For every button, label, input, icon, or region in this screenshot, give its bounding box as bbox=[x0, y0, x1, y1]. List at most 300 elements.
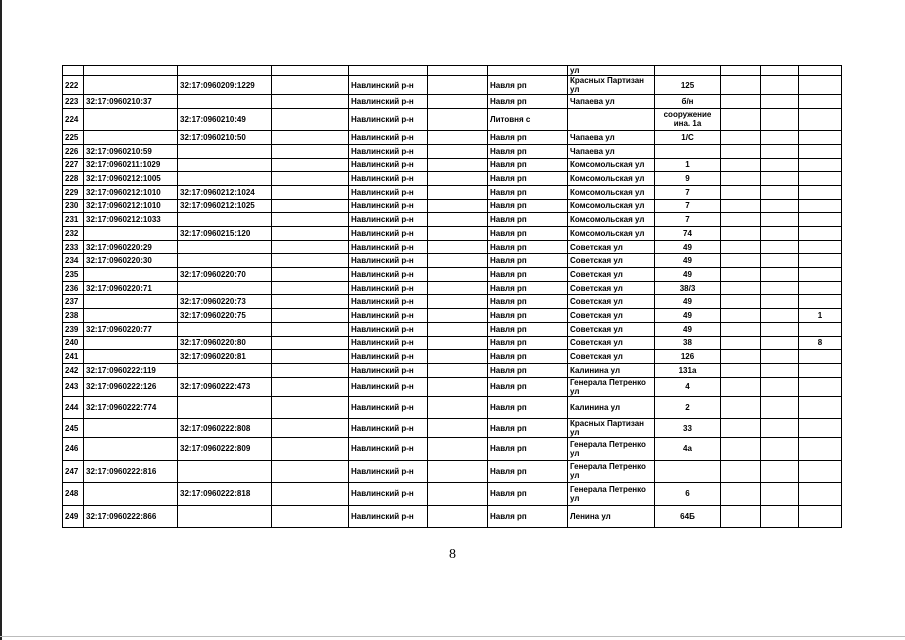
district-cell: Навлинский р-н bbox=[349, 108, 428, 131]
empty-cell bbox=[721, 377, 761, 396]
empty-cell bbox=[721, 438, 761, 461]
house-cell: 49 bbox=[655, 254, 721, 268]
settlement-cell: Навля рп bbox=[488, 336, 568, 350]
district-cell: Навлинский р-н bbox=[349, 309, 428, 323]
empty-cell bbox=[761, 295, 799, 309]
cadastral-parcel-cell bbox=[178, 95, 272, 109]
table-row bbox=[63, 172, 842, 186]
row-number-cell: 228 bbox=[63, 172, 84, 186]
street-cell: Генерала Петренко ул bbox=[568, 377, 655, 396]
district-cell: Навлинский р-н bbox=[349, 438, 428, 461]
district-cell: Навлинский р-н bbox=[349, 268, 428, 282]
street-cell: Генерала Петренко ул bbox=[568, 438, 655, 461]
district-cell: Навлинский р-н bbox=[349, 295, 428, 309]
empty-cell bbox=[272, 377, 349, 396]
settlement-cell: Навля рп bbox=[488, 268, 568, 282]
empty-cell bbox=[761, 213, 799, 227]
district-cell: Навлинский р-н bbox=[349, 240, 428, 254]
cadastral-number-cell: 32:17:0960220:29 bbox=[84, 240, 178, 254]
settlement-cell: Навля рп bbox=[488, 131, 568, 145]
house-cell: 49 bbox=[655, 309, 721, 323]
house-cell: 49 bbox=[655, 322, 721, 336]
house-cell: 38 bbox=[655, 336, 721, 350]
empty-cell bbox=[272, 363, 349, 377]
table-row bbox=[63, 438, 842, 461]
settlement-cell: Навля рп bbox=[488, 350, 568, 364]
table-row bbox=[63, 309, 842, 323]
house-cell: 7 bbox=[655, 213, 721, 227]
house-cell bbox=[655, 66, 721, 76]
district-cell: Навлинский р-н bbox=[349, 396, 428, 419]
cadastral-parcel-cell: 32:17:0960220:80 bbox=[178, 336, 272, 350]
cadastral-parcel-cell bbox=[178, 396, 272, 419]
row-number-cell: 249 bbox=[63, 505, 84, 528]
empty-cell bbox=[761, 144, 799, 158]
empty-cell bbox=[721, 295, 761, 309]
house-cell: 9 bbox=[655, 172, 721, 186]
cadastral-number-cell: 32:17:0960222:866 bbox=[84, 505, 178, 528]
house-cell bbox=[655, 144, 721, 158]
empty-cell bbox=[761, 419, 799, 438]
street-cell: Генерала Петренко ул bbox=[568, 483, 655, 506]
quantity-cell bbox=[799, 240, 842, 254]
empty-cell bbox=[761, 76, 799, 95]
empty-cell bbox=[272, 419, 349, 438]
quantity-cell bbox=[799, 95, 842, 109]
page-number: 8 bbox=[449, 547, 456, 562]
district-cell: Навлинский р-н bbox=[349, 95, 428, 109]
empty-cell bbox=[428, 460, 488, 483]
empty-cell bbox=[721, 505, 761, 528]
row-number-cell: 238 bbox=[63, 309, 84, 323]
house-cell: сооружение ина. 1а bbox=[655, 108, 721, 131]
empty-cell bbox=[428, 144, 488, 158]
empty-cell bbox=[428, 254, 488, 268]
cadastral-parcel-cell: 32:17:0960212:1025 bbox=[178, 199, 272, 213]
cadastral-parcel-cell: 32:17:0960222:818 bbox=[178, 483, 272, 506]
row-number-cell: 233 bbox=[63, 240, 84, 254]
empty-cell bbox=[761, 131, 799, 145]
empty-cell bbox=[761, 66, 799, 76]
quantity-cell bbox=[799, 350, 842, 364]
cadastral-number-cell: 32:17:0960222:816 bbox=[84, 460, 178, 483]
cadastral-parcel-cell bbox=[178, 363, 272, 377]
table-row bbox=[63, 268, 842, 282]
cadastral-number-cell bbox=[84, 483, 178, 506]
house-cell: 126 bbox=[655, 350, 721, 364]
house-cell: 1 bbox=[655, 158, 721, 172]
settlement-cell: Навля рп bbox=[488, 419, 568, 438]
district-cell: Навлинский р-н bbox=[349, 213, 428, 227]
row-number-cell: 224 bbox=[63, 108, 84, 131]
cadastral-number-cell: 32:17:0960212:1033 bbox=[84, 213, 178, 227]
empty-cell bbox=[272, 309, 349, 323]
house-cell: 74 bbox=[655, 227, 721, 241]
cadastral-number-cell bbox=[84, 350, 178, 364]
empty-cell bbox=[272, 227, 349, 241]
house-cell: 7 bbox=[655, 185, 721, 199]
empty-cell bbox=[428, 505, 488, 528]
empty-cell bbox=[428, 309, 488, 323]
cadastral-number-cell: 32:17:0960220:71 bbox=[84, 281, 178, 295]
street-cell: Калинина ул bbox=[568, 363, 655, 377]
settlement-cell: Навля рп bbox=[488, 199, 568, 213]
settlement-cell: Навля рп bbox=[488, 438, 568, 461]
settlement-cell: Навля рп bbox=[488, 240, 568, 254]
street-cell: Комсомольская ул bbox=[568, 185, 655, 199]
row-number-cell: 243 bbox=[63, 377, 84, 396]
empty-cell bbox=[272, 95, 349, 109]
empty-cell bbox=[761, 377, 799, 396]
empty-cell bbox=[272, 460, 349, 483]
empty-cell bbox=[721, 66, 761, 76]
cadastral-number-cell: 32:17:0960220:77 bbox=[84, 322, 178, 336]
table-row bbox=[63, 363, 842, 377]
empty-cell bbox=[272, 66, 349, 76]
cadastral-number-cell: 32:17:0960222:774 bbox=[84, 396, 178, 419]
table-row bbox=[63, 419, 842, 438]
empty-cell bbox=[428, 419, 488, 438]
empty-cell bbox=[721, 131, 761, 145]
empty-cell bbox=[272, 254, 349, 268]
settlement-cell: Навля рп bbox=[488, 144, 568, 158]
row-number-cell: 248 bbox=[63, 483, 84, 506]
cadastral-number-cell bbox=[84, 66, 178, 76]
empty-cell bbox=[761, 438, 799, 461]
settlement-cell: Навля рп bbox=[488, 213, 568, 227]
settlement-cell: Навля рп bbox=[488, 76, 568, 95]
cadastral-number-cell bbox=[84, 295, 178, 309]
cadastral-parcel-cell: 32:17:0960222:473 bbox=[178, 377, 272, 396]
settlement-cell: Навля рп bbox=[488, 172, 568, 186]
street-cell: Комсомольская ул bbox=[568, 227, 655, 241]
empty-cell bbox=[272, 144, 349, 158]
street-cell: Комсомольская ул bbox=[568, 199, 655, 213]
quantity-cell bbox=[799, 483, 842, 506]
row-number-cell: 246 bbox=[63, 438, 84, 461]
table-row bbox=[63, 281, 842, 295]
empty-cell bbox=[272, 322, 349, 336]
table-row bbox=[63, 158, 842, 172]
row-number-cell: 227 bbox=[63, 158, 84, 172]
empty-cell bbox=[428, 483, 488, 506]
empty-cell bbox=[721, 396, 761, 419]
street-cell bbox=[568, 108, 655, 131]
district-cell: Навлинский р-н bbox=[349, 505, 428, 528]
empty-cell bbox=[721, 240, 761, 254]
quantity-cell bbox=[799, 108, 842, 131]
empty-cell bbox=[272, 158, 349, 172]
row-number-cell: 244 bbox=[63, 396, 84, 419]
cadastral-parcel-cell bbox=[178, 172, 272, 186]
empty-cell bbox=[721, 350, 761, 364]
settlement-cell: Навля рп bbox=[488, 322, 568, 336]
settlement-cell: Литовня с bbox=[488, 108, 568, 131]
cadastral-number-cell bbox=[84, 438, 178, 461]
quantity-cell bbox=[799, 131, 842, 145]
empty-cell bbox=[272, 76, 349, 95]
street-cell: Советская ул bbox=[568, 254, 655, 268]
street-cell: Советская ул bbox=[568, 281, 655, 295]
house-cell: 4а bbox=[655, 438, 721, 461]
district-cell: Навлинский р-н bbox=[349, 322, 428, 336]
empty-cell bbox=[721, 268, 761, 282]
street-cell: Советская ул bbox=[568, 336, 655, 350]
house-cell: 6 bbox=[655, 483, 721, 506]
quantity-cell bbox=[799, 363, 842, 377]
table-row bbox=[63, 213, 842, 227]
quantity-cell bbox=[799, 76, 842, 95]
street-cell: Красных Партизан ул bbox=[568, 76, 655, 95]
street-cell: ул bbox=[568, 66, 655, 76]
house-cell: 131а bbox=[655, 363, 721, 377]
empty-cell bbox=[428, 240, 488, 254]
empty-cell bbox=[428, 322, 488, 336]
empty-cell bbox=[428, 268, 488, 282]
table-body bbox=[63, 66, 842, 528]
quantity-cell bbox=[799, 254, 842, 268]
empty-cell bbox=[721, 199, 761, 213]
row-number-cell: 229 bbox=[63, 185, 84, 199]
cadastral-parcel-cell: 32:17:0960220:73 bbox=[178, 295, 272, 309]
district-cell: Навлинский р-н bbox=[349, 336, 428, 350]
house-cell: 2 bbox=[655, 396, 721, 419]
empty-cell bbox=[761, 483, 799, 506]
empty-cell bbox=[272, 505, 349, 528]
settlement-cell: Навля рп bbox=[488, 460, 568, 483]
empty-cell bbox=[428, 377, 488, 396]
row-number-cell: 237 bbox=[63, 295, 84, 309]
table-row bbox=[63, 254, 842, 268]
empty-cell bbox=[761, 505, 799, 528]
empty-cell bbox=[761, 240, 799, 254]
empty-cell bbox=[761, 185, 799, 199]
row-number-cell: 225 bbox=[63, 131, 84, 145]
row-number-cell: 230 bbox=[63, 199, 84, 213]
district-cell: Навлинский р-н bbox=[349, 131, 428, 145]
empty-cell bbox=[272, 108, 349, 131]
page-bottom-edge bbox=[0, 636, 905, 637]
house-cell: 49 bbox=[655, 295, 721, 309]
district-cell bbox=[349, 66, 428, 76]
empty-cell bbox=[761, 363, 799, 377]
house-cell: 33 bbox=[655, 419, 721, 438]
cadastral-number-cell bbox=[84, 268, 178, 282]
empty-cell bbox=[761, 350, 799, 364]
row-number-cell: 245 bbox=[63, 419, 84, 438]
quantity-cell bbox=[799, 396, 842, 419]
quantity-cell bbox=[799, 268, 842, 282]
settlement-cell: Навля рп bbox=[488, 227, 568, 241]
row-number-cell: 234 bbox=[63, 254, 84, 268]
empty-cell bbox=[721, 419, 761, 438]
quantity-cell bbox=[799, 213, 842, 227]
cadastral-number-cell: 32:17:0960212:1005 bbox=[84, 172, 178, 186]
quantity-cell: 1 bbox=[799, 309, 842, 323]
empty-cell bbox=[721, 309, 761, 323]
table-row bbox=[63, 227, 842, 241]
table-row bbox=[63, 322, 842, 336]
empty-cell bbox=[428, 185, 488, 199]
table-row bbox=[63, 483, 842, 506]
cadastral-parcel-cell: 32:17:0960209:1229 bbox=[178, 76, 272, 95]
cadastral-parcel-cell: 32:17:0960222:808 bbox=[178, 419, 272, 438]
empty-cell bbox=[428, 363, 488, 377]
empty-cell bbox=[272, 281, 349, 295]
empty-cell bbox=[428, 281, 488, 295]
table-row bbox=[63, 377, 842, 396]
street-cell: Советская ул bbox=[568, 268, 655, 282]
quantity-cell bbox=[799, 322, 842, 336]
empty-cell bbox=[721, 144, 761, 158]
empty-cell bbox=[721, 158, 761, 172]
house-cell: б/н bbox=[655, 95, 721, 109]
street-cell: Советская ул bbox=[568, 309, 655, 323]
table-row bbox=[63, 185, 842, 199]
empty-cell bbox=[761, 396, 799, 419]
quantity-cell bbox=[799, 438, 842, 461]
empty-cell bbox=[761, 108, 799, 131]
empty-cell bbox=[721, 213, 761, 227]
row-number-cell bbox=[63, 66, 84, 76]
empty-cell bbox=[761, 309, 799, 323]
house-cell: 49 bbox=[655, 268, 721, 282]
empty-cell bbox=[272, 240, 349, 254]
cadastral-number-cell bbox=[84, 108, 178, 131]
cadastral-parcel-cell: 32:17:0960215:120 bbox=[178, 227, 272, 241]
street-cell: Чапаева ул bbox=[568, 131, 655, 145]
settlement-cell: Навля рп bbox=[488, 281, 568, 295]
empty-cell bbox=[761, 460, 799, 483]
cadastral-number-cell: 32:17:0960212:1010 bbox=[84, 185, 178, 199]
cadastral-parcel-cell bbox=[178, 505, 272, 528]
street-cell: Красных Партизан ул bbox=[568, 419, 655, 438]
cadastral-parcel-cell: 32:17:0960220:81 bbox=[178, 350, 272, 364]
district-cell: Навлинский р-н bbox=[349, 460, 428, 483]
empty-cell bbox=[428, 199, 488, 213]
house-cell: 49 bbox=[655, 240, 721, 254]
empty-cell bbox=[428, 438, 488, 461]
table-row bbox=[63, 131, 842, 145]
district-cell: Навлинский р-н bbox=[349, 227, 428, 241]
page-left-edge bbox=[0, 0, 2, 640]
house-cell: 64Б bbox=[655, 505, 721, 528]
district-cell: Навлинский р-н bbox=[349, 350, 428, 364]
quantity-cell bbox=[799, 199, 842, 213]
cadastral-parcel-cell: 32:17:0960210:50 bbox=[178, 131, 272, 145]
row-number-cell: 239 bbox=[63, 322, 84, 336]
district-cell: Навлинский р-н bbox=[349, 281, 428, 295]
empty-cell bbox=[721, 281, 761, 295]
cadastral-number-cell: 32:17:0960210:59 bbox=[84, 144, 178, 158]
empty-cell bbox=[272, 295, 349, 309]
empty-cell bbox=[428, 66, 488, 76]
quantity-cell bbox=[799, 377, 842, 396]
street-cell: Советская ул bbox=[568, 240, 655, 254]
empty-cell bbox=[272, 172, 349, 186]
cadastral-number-cell bbox=[84, 131, 178, 145]
house-cell bbox=[655, 460, 721, 483]
cadastral-parcel-cell: 32:17:0960212:1024 bbox=[178, 185, 272, 199]
empty-cell bbox=[272, 185, 349, 199]
row-number-cell: 236 bbox=[63, 281, 84, 295]
table-row bbox=[63, 76, 842, 95]
house-cell: 4 bbox=[655, 377, 721, 396]
district-cell: Навлинский р-н bbox=[349, 363, 428, 377]
empty-cell bbox=[272, 199, 349, 213]
empty-cell bbox=[721, 76, 761, 95]
empty-cell bbox=[761, 95, 799, 109]
table-row bbox=[63, 505, 842, 528]
empty-cell bbox=[272, 336, 349, 350]
row-number-cell: 235 bbox=[63, 268, 84, 282]
empty-cell bbox=[721, 95, 761, 109]
cadastral-parcel-cell bbox=[178, 254, 272, 268]
empty-cell bbox=[721, 483, 761, 506]
street-cell: Комсомольская ул bbox=[568, 213, 655, 227]
district-cell: Навлинский р-н bbox=[349, 144, 428, 158]
district-cell: Навлинский р-н bbox=[349, 254, 428, 268]
empty-cell bbox=[761, 281, 799, 295]
table-row bbox=[63, 199, 842, 213]
empty-cell bbox=[428, 336, 488, 350]
empty-cell bbox=[428, 396, 488, 419]
empty-cell bbox=[428, 95, 488, 109]
row-number-cell: 222 bbox=[63, 76, 84, 95]
quantity-cell bbox=[799, 505, 842, 528]
table-row bbox=[63, 66, 842, 76]
empty-cell bbox=[761, 227, 799, 241]
row-number-cell: 231 bbox=[63, 213, 84, 227]
row-number-cell: 232 bbox=[63, 227, 84, 241]
empty-cell bbox=[761, 254, 799, 268]
empty-cell bbox=[428, 350, 488, 364]
empty-cell bbox=[721, 460, 761, 483]
quantity-cell bbox=[799, 227, 842, 241]
empty-cell bbox=[761, 322, 799, 336]
district-cell: Навлинский р-н bbox=[349, 199, 428, 213]
cadastral-number-cell: 32:17:0960210:37 bbox=[84, 95, 178, 109]
settlement-cell bbox=[488, 66, 568, 76]
empty-cell bbox=[721, 172, 761, 186]
empty-cell bbox=[761, 199, 799, 213]
table-row bbox=[63, 144, 842, 158]
empty-cell bbox=[272, 350, 349, 364]
empty-cell bbox=[428, 295, 488, 309]
table-row bbox=[63, 336, 842, 350]
cadastral-number-cell bbox=[84, 336, 178, 350]
settlement-cell: Навля рп bbox=[488, 505, 568, 528]
empty-cell bbox=[721, 322, 761, 336]
table-row bbox=[63, 396, 842, 419]
cadastral-parcel-cell bbox=[178, 240, 272, 254]
empty-cell bbox=[761, 172, 799, 186]
cadastral-number-cell bbox=[84, 419, 178, 438]
cadastral-number-cell: 32:17:0960220:30 bbox=[84, 254, 178, 268]
empty-cell bbox=[428, 158, 488, 172]
row-number-cell: 223 bbox=[63, 95, 84, 109]
row-number-cell: 241 bbox=[63, 350, 84, 364]
quantity-cell bbox=[799, 158, 842, 172]
settlement-cell: Навля рп bbox=[488, 363, 568, 377]
empty-cell bbox=[272, 396, 349, 419]
settlement-cell: Навля рп bbox=[488, 396, 568, 419]
cadastral-parcel-cell bbox=[178, 281, 272, 295]
street-cell: Советская ул bbox=[568, 350, 655, 364]
empty-cell bbox=[428, 213, 488, 227]
district-cell: Навлинский р-н bbox=[349, 377, 428, 396]
table-row bbox=[63, 240, 842, 254]
